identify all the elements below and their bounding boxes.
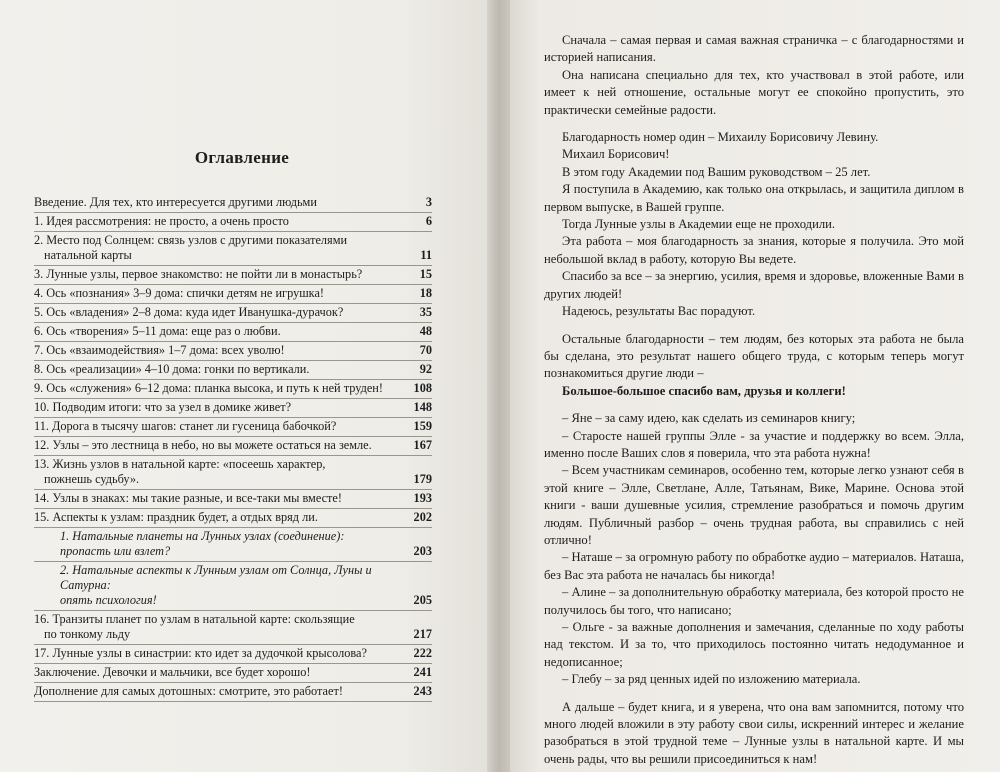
toc-entry bbox=[34, 399, 432, 418]
toc-entry-title bbox=[34, 343, 420, 358]
toc-entry-page: 70 bbox=[419, 343, 432, 357]
toc-entry-title-line: 2. Место под Солнцем: связь узлов с другими показателями bbox=[34, 233, 348, 247]
toc-entry-page: 18 bbox=[419, 286, 432, 300]
toc-entry-title-line: 13. Жизнь узлов в натальной карте: «посеешь характер, bbox=[34, 457, 326, 471]
toc-entry-page: 159 bbox=[413, 419, 432, 433]
paragraph: Михаил Борисович! bbox=[562, 147, 670, 162]
toc-entry-page: 148 bbox=[413, 400, 432, 414]
toc-entry bbox=[34, 528, 432, 562]
toc-entry bbox=[34, 664, 432, 683]
toc-entry-title-line: пропасть или взлет? bbox=[60, 544, 171, 558]
toc-entry-title-line: Введение. Для тех, кто интересуется другими людьми bbox=[34, 195, 317, 209]
toc-entry-title bbox=[34, 665, 414, 680]
toc-entry-page: 108 bbox=[413, 381, 432, 395]
toc-entry-title-line: 8. Ось «реализации» 4–10 дома: гонки по вертикали. bbox=[34, 362, 310, 376]
toc-entry-title-line: опять психология! bbox=[60, 593, 157, 607]
toc-entry-title bbox=[34, 529, 414, 559]
toc-entry-title-line: натальной карты bbox=[44, 248, 132, 262]
toc-entry bbox=[34, 380, 432, 399]
paragraph: А дальше – будет книга, и я уверена, что она вам запомнится, потому что много людей вложили в эту работу свои силы, искренний интерес и желание разобраться в этой трудной теме – Лунные узлы в натальной карте. И мы очень рады, что вы решили присоединиться к нам! bbox=[544, 699, 964, 766]
toc-entry-page: 217 bbox=[413, 627, 432, 641]
toc-title: Оглавление bbox=[194, 148, 290, 167]
toc-entry-title-line: 5. Ось «владения» 2–8 дома: куда идет Иванушка-дурачок? bbox=[34, 305, 344, 319]
toc-entry-page: 205 bbox=[413, 593, 432, 607]
toc-entry bbox=[34, 361, 432, 380]
toc-entry-title bbox=[34, 267, 420, 282]
toc-entry-title-line: 4. Ось «познания» 3–9 дома: спички детям не игрушка! bbox=[34, 286, 325, 300]
paragraph: Сначала – самая первая и самая важная страничка – с благодарностями и историей написания. bbox=[544, 33, 964, 65]
toc-entry bbox=[34, 645, 432, 664]
toc-entry-title-line: 12. Узлы – это лестница в небо, но вы можете остаться на земле. bbox=[34, 438, 372, 452]
paragraph: Спасибо за все – за энергию, усилия, время и здоровье, вложенные Вами в других людей! bbox=[544, 269, 964, 301]
toc-entry-title bbox=[34, 419, 414, 434]
toc-entry-page: 15 bbox=[419, 267, 432, 281]
paragraph: Я поступила в Академию, как только она открылась, и защитила диплом в первом выпуске, в Вашей группе. bbox=[544, 182, 964, 214]
toc-entry bbox=[34, 285, 432, 304]
toc-entry bbox=[34, 418, 432, 437]
toc-entry-title bbox=[34, 381, 414, 396]
toc-entry-title-line: 11. Дорога в тысячу шагов: станет ли гусеница бабочкой? bbox=[34, 419, 337, 433]
toc-entry-title-line: Дополнение для самых дотошных: смотрите, это работает! bbox=[34, 684, 343, 698]
table-of-contents bbox=[34, 194, 432, 702]
toc-entry bbox=[34, 232, 432, 266]
toc-entry-page: 48 bbox=[419, 324, 432, 338]
toc-entry-title-line: пожнешь судьбу». bbox=[44, 472, 140, 486]
paragraph: Надеюсь, результаты Вас порадуют. bbox=[562, 304, 756, 319]
toc-entry-page: 193 bbox=[413, 491, 432, 505]
toc-entry-page: 202 bbox=[413, 510, 432, 524]
toc-entry-title-line: по тонкому льду bbox=[44, 627, 131, 641]
toc-entry-title bbox=[34, 305, 420, 320]
paragraph: – Глебу – за ряд ценных идей по изложению материала. bbox=[562, 672, 861, 687]
toc-entry-title-line: 3. Лунные узлы, первое знакомство: не пойти ли в монастырь? bbox=[34, 267, 363, 281]
toc-entry-page: 3 bbox=[425, 195, 432, 209]
toc-entry-title-line: 6. Ось «творения» 5–11 дома: еще раз о любви. bbox=[34, 324, 281, 338]
paragraph: Большое-большое спасибо вам, друзья и коллеги! bbox=[562, 383, 846, 398]
toc-entry-page: 243 bbox=[413, 684, 432, 698]
toc-entry-page: 11 bbox=[420, 248, 432, 262]
toc-entry bbox=[34, 266, 432, 285]
toc-entry-page: 92 bbox=[419, 362, 432, 376]
paragraph: Тогда Лунные узлы в Академии еще не проходили. bbox=[562, 217, 835, 232]
toc-entry bbox=[34, 213, 432, 232]
toc-entry-title bbox=[34, 646, 414, 661]
paragraph: – Алине – за дополнительную обработку материала, без которой просто не получилось бы того, что написано; bbox=[544, 585, 964, 617]
toc-entry-title-line: 10. Подводим итоги: что за узел в домике живет? bbox=[34, 400, 292, 414]
paragraph: Она написана специально для тех, кто участвовал в этой работе, или имеет к ней отношение, остальные могут ее спокойно пропустить, это практически семейные радости. bbox=[544, 67, 964, 117]
toc-entry-page: 203 bbox=[413, 544, 432, 558]
toc-entry-title bbox=[34, 400, 414, 415]
left-page bbox=[0, 0, 498, 772]
paragraph: – Наташе – за огромную работу по обработке аудио – материалов. Наташа, без Вас эта работа не началась бы никогда! bbox=[544, 550, 964, 582]
acknowledgements-text bbox=[544, 32, 964, 768]
toc-entry bbox=[34, 490, 432, 509]
toc-entry-title bbox=[34, 612, 414, 642]
toc-entry-title bbox=[34, 214, 426, 229]
paragraph: Благодарность номер один – Михаилу Борисовичу Левину. bbox=[562, 130, 879, 145]
toc-entry-title-line: 9. Ось «служения» 6–12 дома: планка высока, и путь к ней труден! bbox=[34, 381, 383, 395]
toc-entry-title bbox=[34, 510, 414, 525]
toc-entry-title-line: 2. Натальные аспекты к Лунным узлам от Солнца, Луны и Сатурна: bbox=[60, 563, 372, 592]
toc-entry-title bbox=[34, 438, 414, 453]
toc-entry bbox=[34, 342, 432, 361]
toc-entry bbox=[34, 304, 432, 323]
toc-entry-title bbox=[34, 563, 414, 608]
toc-entry-title bbox=[34, 195, 426, 210]
toc-entry-title bbox=[34, 233, 420, 263]
toc-entry bbox=[34, 509, 432, 528]
paragraph: Эта работа – моя благодарность за знания, которые я получила. Это мой небольшой вклад в работу, которую Вы ведете. bbox=[544, 234, 964, 266]
toc-entry-page: 241 bbox=[413, 665, 432, 679]
toc-entry-title bbox=[34, 324, 420, 339]
toc-entry-title-line: 16. Транзиты планет по узлам в натальной карте: скользящие bbox=[34, 612, 355, 626]
paragraph: Остальные благодарности – тем людям, без которых эта работа не была бы сделана, это результат нашего общего труда, с которым теперь могут познакомиться другие люди – bbox=[544, 331, 964, 381]
toc-entry-page: 179 bbox=[413, 472, 432, 486]
paragraph: – Яне – за саму идею, как сделать из семинаров книгу; bbox=[562, 411, 856, 426]
toc-entry-title-line: 1. Натальные планеты на Лунных узлах (соединение): bbox=[60, 529, 345, 543]
toc-entry bbox=[34, 437, 432, 456]
toc-entry-title bbox=[34, 362, 420, 377]
toc-entry-title bbox=[34, 684, 414, 699]
toc-entry-title-line: 17. Лунные узлы в синастрии: кто идет за дудочкой крысолова? bbox=[34, 646, 367, 660]
toc-entry bbox=[34, 611, 432, 645]
toc-entry-page: 222 bbox=[413, 646, 432, 660]
toc-entry bbox=[34, 683, 432, 702]
toc-entry-title-line: 14. Узлы в знаках: мы такие разные, и все-таки мы вместе! bbox=[34, 491, 342, 505]
toc-entry bbox=[34, 323, 432, 342]
toc-entry-title bbox=[34, 457, 414, 487]
toc-entry-page: 35 bbox=[419, 305, 432, 319]
paragraph: – Ольге - за важные дополнения и замечания, сделанные по ходу работы над текстом. И за то, что приходилось постоянно читать недодуманное и недописанное; bbox=[544, 620, 964, 669]
toc-entry bbox=[34, 456, 432, 490]
toc-entry-title-line: 15. Аспекты к узлам: праздник будет, а отдых вряд ли. bbox=[34, 510, 318, 524]
paragraph: – Старосте нашей группы Элле - за участие и поддержку во всем. Элла, именно после Ваших слов я поверила, что эта работа нужна! bbox=[544, 428, 964, 460]
toc-entry-title bbox=[34, 491, 414, 506]
toc-entry-title bbox=[34, 286, 420, 301]
toc-entry-title-line: 1. Идея рассмотрения: не просто, а очень просто bbox=[34, 214, 289, 228]
toc-entry-title-line: Заключение. Девочки и мальчики, все будет хорошо! bbox=[34, 665, 311, 679]
toc-entry-page: 167 bbox=[413, 438, 432, 452]
toc-entry-page: 6 bbox=[425, 214, 432, 228]
right-page bbox=[510, 0, 1000, 772]
toc-entry-title-line: 7. Ось «взаимодействия» 1–7 дома: всех уволю! bbox=[34, 343, 285, 357]
paragraph: – Всем участникам семинаров, особенно тем, которые легко узнают себя в этой книге – Элле, Светлане, Алле, Татьянам, Вике, Марине. Основа этой книги - ваши душевные усилия, стремление разобраться и помочь другим людям. Публичный разбор – очень трудная работа, вы справились с ней отлично! bbox=[544, 463, 964, 547]
toc-entry bbox=[34, 562, 432, 611]
paragraph: В этом году Академии под Вашим руководством – 25 лет. bbox=[562, 164, 871, 179]
toc-entry bbox=[34, 194, 432, 213]
